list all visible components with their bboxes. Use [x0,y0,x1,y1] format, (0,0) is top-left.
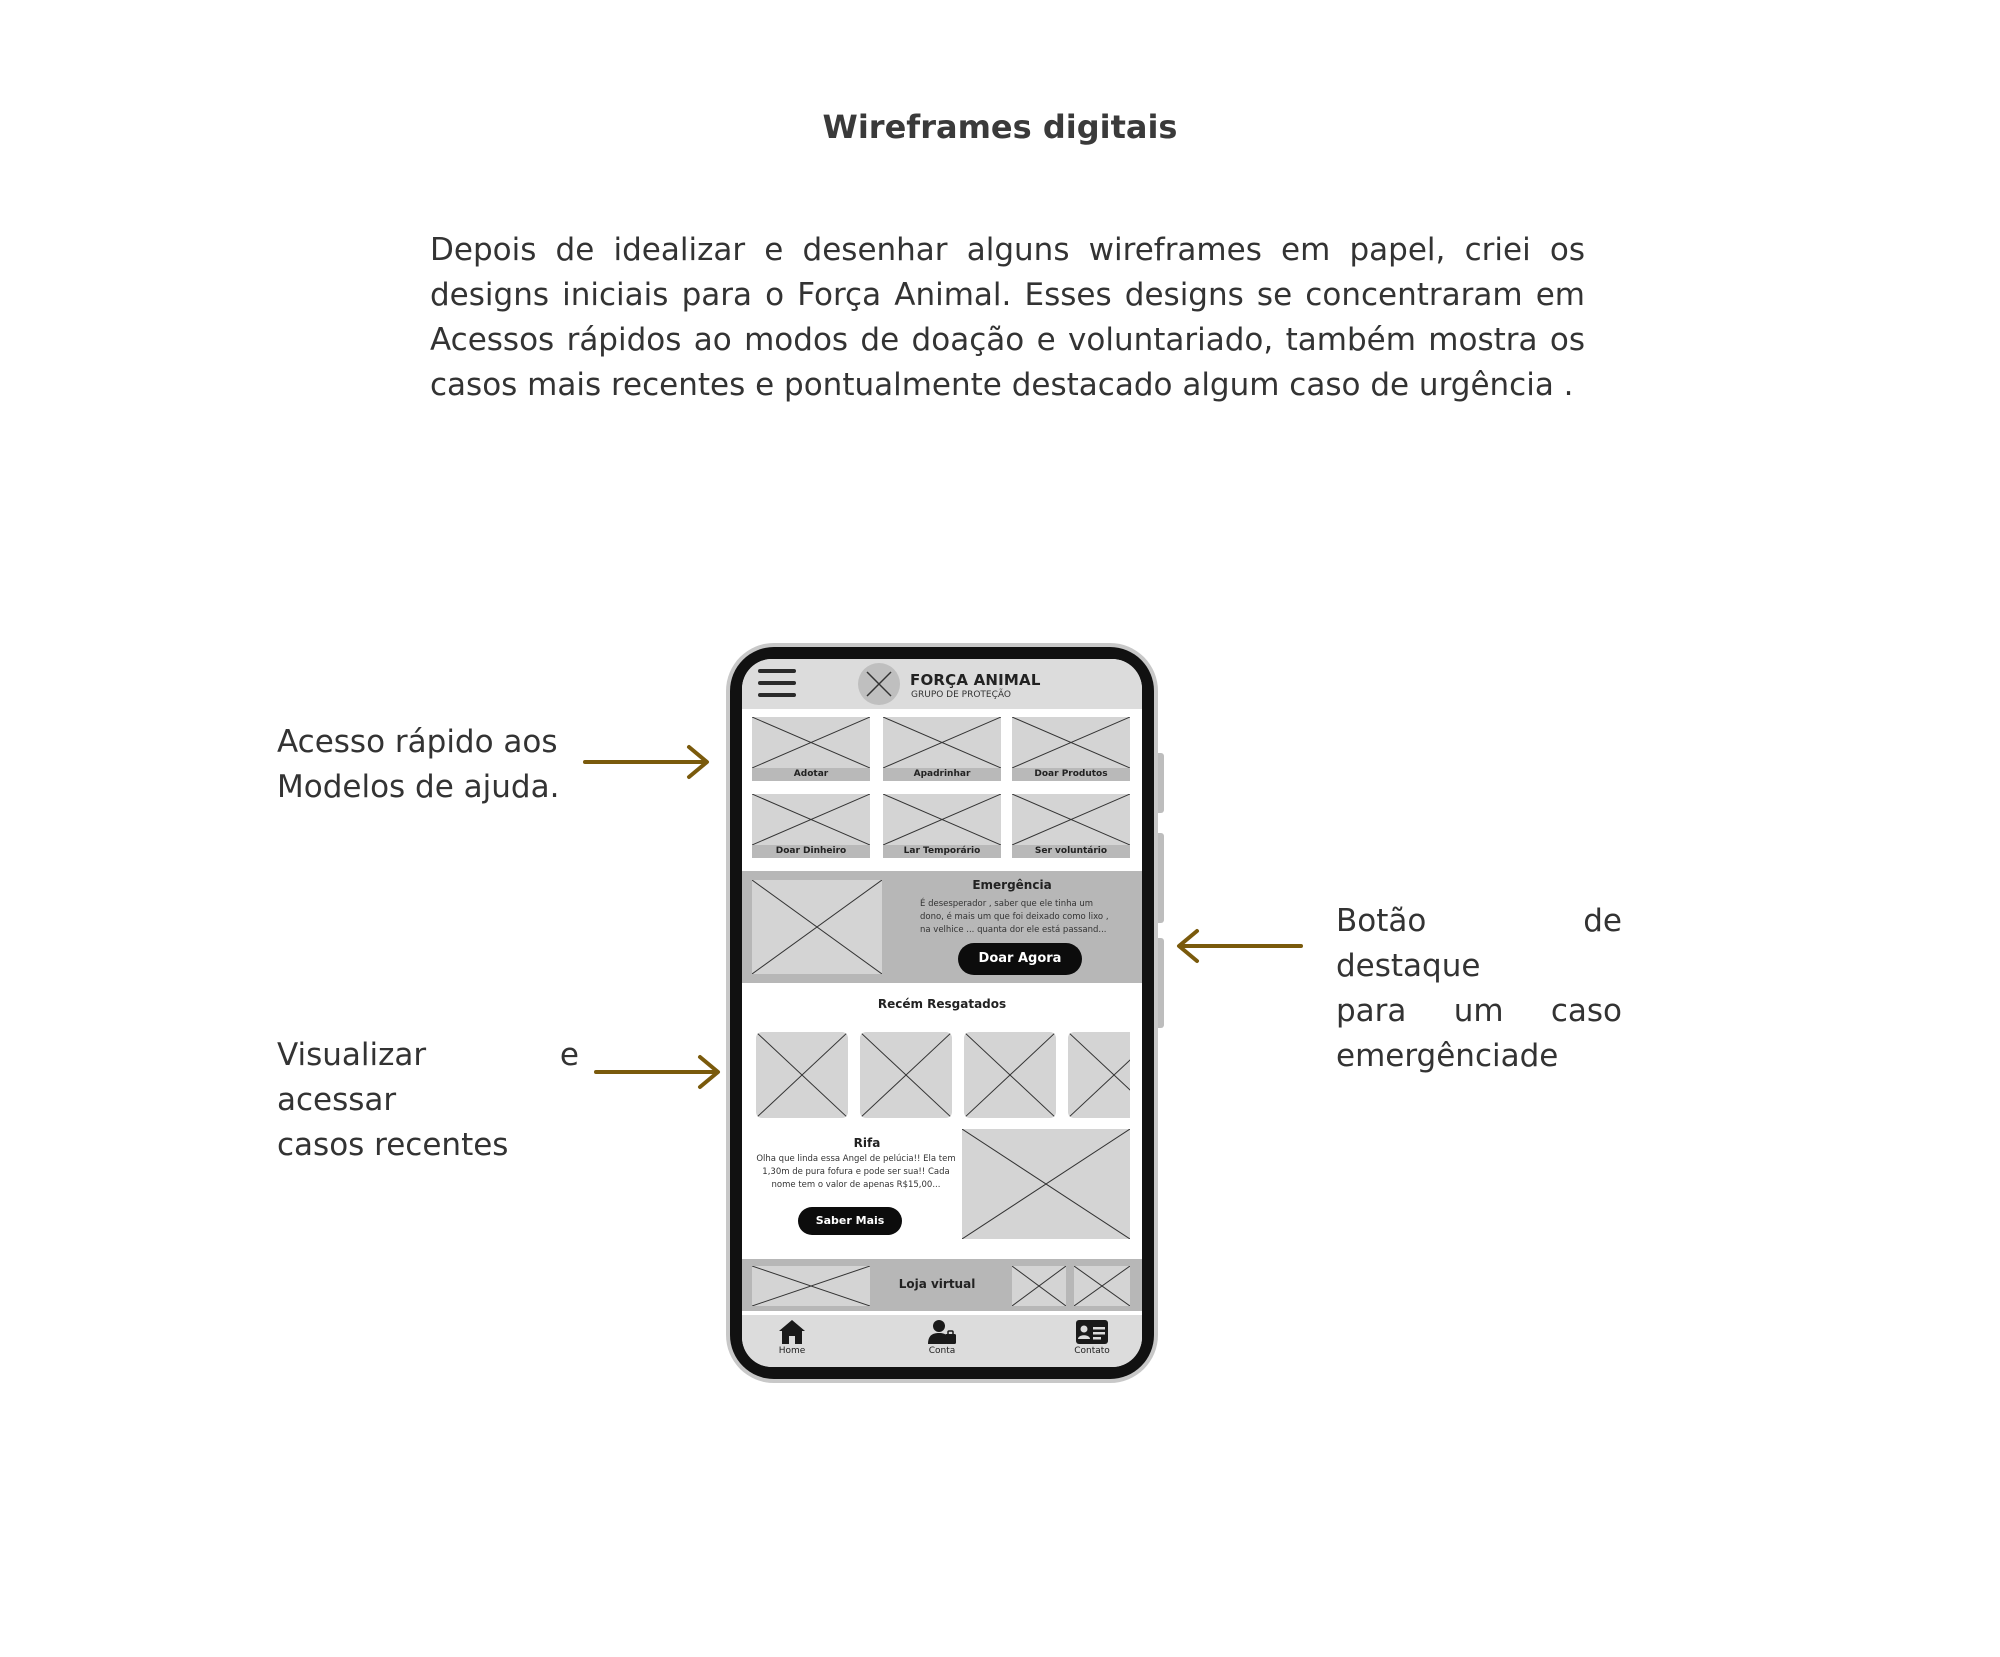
image-placeholder-icon [752,794,870,845]
recent-card[interactable] [1068,1032,1130,1118]
emergency-image [752,880,882,974]
annotation-line: Modelos de ajuda. [277,769,560,805]
tile-label: Adotar [752,768,870,781]
nav-account[interactable] [907,1319,977,1356]
tile-label: Doar Produtos [1012,768,1130,781]
store-image [1012,1266,1066,1306]
raffle-title: Rifa [853,1136,881,1150]
image-placeholder-icon [752,717,870,768]
image-placeholder-icon [1068,1032,1130,1118]
nav-label: Conta [928,1346,956,1356]
phone-side-button [1158,938,1164,1028]
phone-side-button [1158,833,1164,923]
store-label: Loja virtual [898,1277,976,1291]
image-placeholder-icon [752,880,882,974]
annotation-line: Botão de destaque [1336,903,1622,984]
image-placeholder-icon [756,1032,848,1118]
store-image [752,1266,870,1306]
tile-lar-temporario[interactable] [883,794,1001,858]
nav-label: Home [778,1346,806,1356]
tile-label: Doar Dinheiro [752,845,870,858]
nav-home[interactable] [757,1319,827,1356]
arrow-right-icon [583,742,713,782]
annotation-line: para um caso [1336,993,1622,1029]
tile-adotar[interactable] [752,717,870,781]
intro-paragraph: Depois de idealizar e desenhar alguns wireframes em papel, criei os designs iniciais para o Força Animal. Esses designs se concentraram em Acessos rápidos ao modos de doação e voluntariado, também mostra os casos mais recentes e pontualmente destacado algum caso de urgência . [430,232,1585,403]
annotation-line: Acesso rápido aos [277,724,558,760]
arrow-left-icon [1173,926,1303,966]
tile-label: Ser voluntário [1012,845,1130,858]
annotation-line: Visualizar e acessar [277,1037,579,1118]
tile-apadrinhar[interactable] [883,717,1001,781]
emergency-title: Emergência [972,878,1052,892]
nav-label: Contato [1074,1346,1110,1356]
tile-doar-dinheiro[interactable] [752,794,870,858]
phone-mockup [726,643,1158,1383]
image-placeholder-icon [883,794,1001,845]
recent-card[interactable] [860,1032,952,1118]
app-header [742,659,1142,709]
image-placeholder-icon [860,1032,952,1118]
tile-ser-voluntario[interactable] [1012,794,1130,858]
annotation-quick-access [277,720,597,810]
arrow-right-icon [594,1052,724,1092]
tile-doar-produtos[interactable] [1012,717,1130,781]
image-placeholder-icon [883,717,1001,768]
brand-name: FORÇA ANIMAL [910,671,1041,689]
annotation-highlight-button [1336,899,1622,1079]
image-placeholder-icon [1074,1266,1130,1306]
image-placeholder-icon [1012,1266,1066,1306]
annotation-line: emergênciade [1336,1038,1559,1074]
tile-label: Lar Temporário [883,845,1001,858]
recent-card[interactable] [964,1032,1056,1118]
annotation-recent-cases [277,1033,579,1168]
store-banner[interactable] [742,1259,1142,1311]
emergency-text: É desesperador , saber que ele tinha um dono, é mais um que foi deixado como lixo , na velhice ... quanta dor ele está passand... [920,899,1109,935]
image-placeholder-icon [962,1129,1130,1239]
image-placeholder-icon [1012,794,1130,845]
tile-label: Apadrinhar [883,768,1001,781]
nav-contact[interactable] [1057,1319,1127,1356]
annotation-line: casos recentes [277,1127,509,1163]
raffle-image [962,1129,1130,1239]
phone-side-button [1158,753,1164,813]
page-title: Wireframes digitais [822,108,1178,146]
recent-title: Recém Resgatados [877,997,1007,1011]
recent-card[interactable] [756,1032,848,1118]
donate-now-button[interactable]: Doar Agora [958,943,1082,975]
account-icon [927,1319,957,1345]
store-image [1074,1266,1130,1306]
menu-icon[interactable] [758,669,796,699]
bottom-nav [742,1315,1142,1367]
raffle-text: Olha que linda essa Angel de pelúcia!! Ela tem 1,30m de pura fofura e pode ser sua!! Cada nome tem o valor de apenas R$15,00... [756,1154,956,1190]
emergency-card [742,871,1142,983]
phone-screen [742,659,1142,1367]
image-placeholder-icon [752,1266,870,1306]
learn-more-button[interactable]: Saber Mais [798,1207,902,1235]
logo-placeholder [858,663,900,705]
contact-card-icon [1075,1319,1109,1345]
home-icon [778,1319,806,1345]
image-placeholder-icon [964,1032,1056,1118]
image-placeholder-icon [1012,717,1130,768]
brand-subtitle: GRUPO DE PROTEÇÃO [911,690,1011,700]
